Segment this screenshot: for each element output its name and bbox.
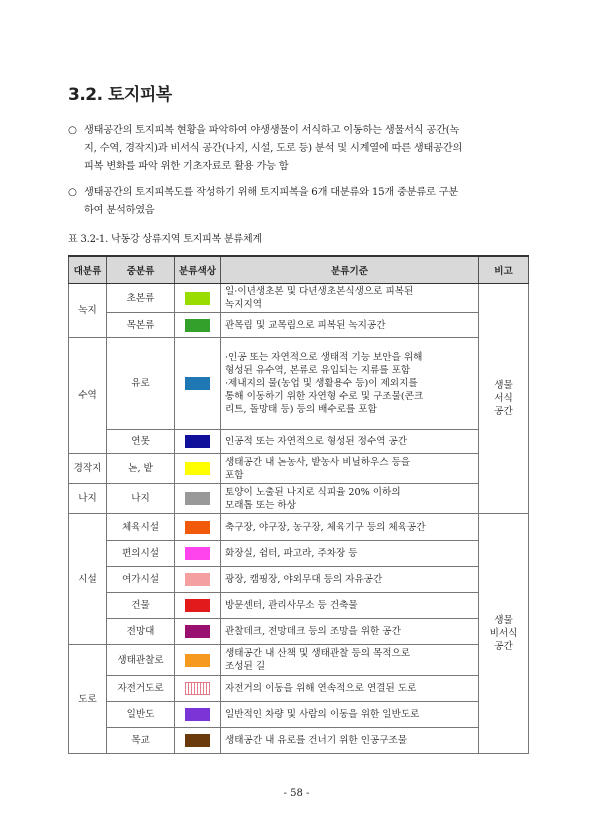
sub-category: 목본류	[107, 313, 175, 338]
criteria-text: 관찰데크, 전망데크 등의 조망을 위한 공간	[221, 619, 479, 645]
color-swatch	[185, 573, 210, 586]
color-swatch	[185, 599, 210, 612]
color-swatch	[185, 319, 210, 332]
criteria-text: 일반적인 차량 및 사람의 이동을 위한 일반도로	[221, 702, 479, 728]
criteria-text: 생태공간 내 논농사, 밭농사 비닐하우스 등을 포함	[221, 454, 479, 484]
criteria-text: 축구장, 야구장, 농구장, 체육기구 등의 체육공간	[221, 514, 479, 541]
color-cell	[175, 619, 221, 645]
sub-category: 일반도	[107, 702, 175, 728]
table-row	[69, 728, 529, 754]
color-swatch	[185, 462, 210, 475]
criteria-text: 관목림 및 교목림으로 피복된 녹지공간	[221, 313, 479, 338]
header-middle: 중분류	[107, 256, 175, 284]
sub-category: 유로	[107, 338, 175, 430]
table-row	[69, 514, 529, 541]
color-swatch	[185, 377, 210, 390]
sub-category: 여가시설	[107, 567, 175, 593]
sub-category: 생태관찰로	[107, 645, 175, 676]
table-row	[69, 593, 529, 619]
bullet-icon: ○	[68, 125, 77, 136]
sub-category: 편의시설	[107, 541, 175, 567]
color-cell	[175, 728, 221, 754]
color-cell	[175, 702, 221, 728]
paragraph-2	[68, 184, 538, 220]
color-cell	[175, 454, 221, 484]
sub-category: 체육시설	[107, 514, 175, 541]
paragraph-line: 피복 변화를 파악 위한 기초자료로 활용 가능 함	[84, 161, 289, 172]
color-swatch	[185, 625, 210, 638]
criteria-text: ·인공 또는 자연적으로 생태적 기능 보안을 위해 형성된 유수역, 본류로 유입되는 지류를 포함 ·제내지의 물(농업 및 생활용수 등)이 제외지를 통해 이동하기 위한 자연형 수로 및 구조물(콘크 리트, 돌망태 등) 등의 배수로를 포함	[221, 338, 479, 430]
criteria-text: 화장실, 쉼터, 파고라, 주차장 등	[221, 541, 479, 567]
group-bare: 나지	[69, 484, 107, 514]
sub-category: 나지	[107, 484, 175, 514]
header-criteria: 분류기준	[221, 256, 479, 284]
table-row	[69, 541, 529, 567]
criteria-text: 인공적 또는 자연적으로 형성된 정수역 공간	[221, 430, 479, 454]
group-water: 수역	[69, 338, 107, 454]
sub-category: 목교	[107, 728, 175, 754]
sub-category: 연못	[107, 430, 175, 454]
criteria-text: 토양이 노출된 나지로 식피율 20% 이하의 모래톱 또는 하상	[221, 484, 479, 514]
note-habitat: 생물 서식 공간	[479, 284, 529, 514]
header-color: 분류색상	[175, 256, 221, 284]
table-row	[69, 645, 529, 676]
table-row	[69, 284, 529, 313]
sub-category: 전망대	[107, 619, 175, 645]
table-row	[69, 454, 529, 484]
table-row	[69, 567, 529, 593]
group-facility: 시설	[69, 514, 107, 645]
note-non-habitat: 생물 비서식 공간	[479, 514, 529, 754]
table-row	[69, 619, 529, 645]
color-cell	[175, 338, 221, 430]
color-swatch	[185, 292, 210, 305]
group-green: 녹지	[69, 284, 107, 338]
table-row	[69, 484, 529, 514]
color-swatch	[185, 734, 210, 747]
table-caption: 표 3.2-1. 낙동강 상류지역 토지피복 분류체계	[68, 234, 262, 245]
sub-category: 자전거도로	[107, 676, 175, 702]
sub-category: 논, 밭	[107, 454, 175, 484]
paragraph-line: ○ 생태공간의 토지피복도를 작성하기 위해 토지피복을 6개 대분류와 15개 중분류로 구분	[68, 184, 538, 202]
paragraph-line: 지, 수역, 경작지)과 비서식 공간(나지, 시설, 도로 등) 분석 및 시계열에 따른 생태공간의	[84, 143, 463, 154]
color-swatch	[185, 435, 210, 448]
criteria-text: 방문센터, 관리사무소 등 건축물	[221, 593, 479, 619]
paragraph-line: ○ 생태공간의 토지피복 현황을 파악하여 야생생물이 서식하고 이동하는 생물서식 공간(녹	[68, 122, 538, 140]
color-cell	[175, 284, 221, 313]
criteria-text: 일·이년생초본 및 다년생초본식생으로 피복된 녹지지역	[221, 284, 479, 313]
color-cell	[175, 484, 221, 514]
table-row	[69, 702, 529, 728]
page-number: - 58 -	[283, 788, 310, 799]
color-swatch	[185, 547, 210, 560]
color-swatch	[185, 492, 210, 505]
group-road: 도로	[69, 645, 107, 754]
group-farm: 경작지	[69, 454, 107, 484]
table-row	[69, 313, 529, 338]
color-cell	[175, 313, 221, 338]
table-header-row	[69, 256, 529, 284]
bullet-icon: ○	[68, 187, 77, 198]
table-row	[69, 430, 529, 454]
header-note: 비고	[479, 256, 529, 284]
paragraph-line: 하여 분석하였음	[84, 205, 155, 216]
section-title: 3.2. 토지피복	[68, 85, 172, 105]
table-row	[69, 338, 529, 430]
color-cell	[175, 645, 221, 676]
color-swatch	[185, 521, 210, 534]
sub-category: 건물	[107, 593, 175, 619]
color-cell	[175, 514, 221, 541]
land-cover-table	[68, 255, 529, 754]
color-cell	[175, 676, 221, 702]
criteria-text: 자전거의 이동을 위해 연속적으로 연결된 도로	[221, 676, 479, 702]
criteria-text: 생태공간 내 유로를 건너기 위한 인공구조물	[221, 728, 479, 754]
header-major: 대분류	[69, 256, 107, 284]
criteria-text: 광장, 캠핑장, 야외무대 등의 자유공간	[221, 567, 479, 593]
color-swatch	[185, 708, 210, 721]
color-cell	[175, 567, 221, 593]
table-row	[69, 676, 529, 702]
paragraph-1	[68, 122, 538, 176]
color-cell	[175, 541, 221, 567]
sub-category: 초본류	[107, 284, 175, 313]
criteria-text: 생태공간 내 산책 및 생태관찰 등의 목적으로 조성된 길	[221, 645, 479, 676]
color-swatch	[185, 654, 210, 667]
color-cell	[175, 593, 221, 619]
color-swatch	[185, 682, 210, 695]
color-cell	[175, 430, 221, 454]
